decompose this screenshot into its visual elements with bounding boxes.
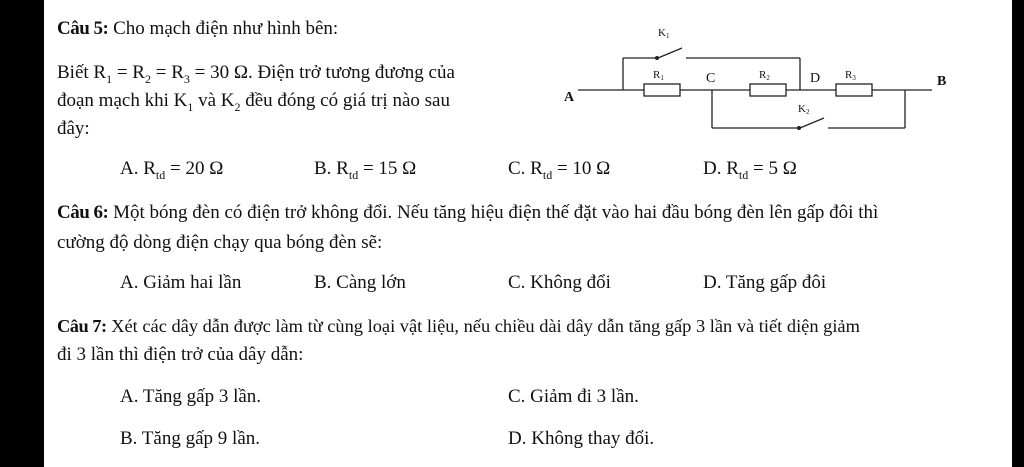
option-sub: td xyxy=(348,167,359,182)
r3-label: R3 xyxy=(845,69,856,82)
q5-line2 xyxy=(57,90,450,118)
q7-label: Câu 7: xyxy=(57,316,107,336)
q5-label: Câu 5: xyxy=(57,18,109,39)
q5-sub: 1 xyxy=(187,99,194,114)
node-c-label: C xyxy=(706,71,716,86)
q6-option-d[interactable]: D. Tăng gấp đôi xyxy=(703,272,827,293)
q5-sub: 2 xyxy=(234,99,241,114)
option-text: C. R xyxy=(508,158,543,179)
q7-option-a[interactable]: A. Tăng gấp 3 lần. xyxy=(120,386,262,407)
q5-line1-text: = R xyxy=(112,62,145,83)
option-sub: td xyxy=(738,167,749,182)
r2-label: R2 xyxy=(759,69,770,82)
r1-label: R1 xyxy=(653,69,664,82)
k1-switch-blade xyxy=(658,48,682,58)
circuit-diagram xyxy=(560,18,960,138)
resistor-r1 xyxy=(644,84,680,96)
q5-line1-text: = 30 Ω. Điện trở tương đương của xyxy=(189,62,455,83)
resistor-r3 xyxy=(836,84,872,96)
q5-sub: 1 xyxy=(106,71,113,86)
k1-label: K1 xyxy=(658,27,670,40)
q5-line2-text: đều đóng có giá trị nào sau xyxy=(240,90,450,111)
option-text: = 5 Ω xyxy=(748,158,797,179)
node-a-label: A xyxy=(564,90,575,105)
k2-switch-blade xyxy=(800,118,824,128)
q5-line2-text: và K xyxy=(193,90,235,111)
q5-option-c[interactable] xyxy=(508,158,610,186)
q6-option-a[interactable]: A. Giảm hai lần xyxy=(120,272,242,293)
q5-title: Cho mạch điện như hình bên: xyxy=(108,18,339,39)
q6-option-b[interactable]: B. Càng lớn xyxy=(314,272,406,293)
q5-option-b[interactable] xyxy=(314,158,416,186)
q6-line2: cường độ dòng điện chạy qua bóng đèn sẽ: xyxy=(57,232,383,253)
q7-option-d[interactable]: D. Không thay đổi. xyxy=(508,428,655,449)
q5-line1 xyxy=(57,62,455,90)
q6-line1-text: Một bóng đèn có điện trở không đổi. Nếu tăng hiệu điện thế đặt vào hai đầu bóng đèn lên gấp đôi thì xyxy=(108,202,879,223)
q7-option-c[interactable]: C. Giảm đi 3 lần. xyxy=(508,386,639,407)
q5-sub: 2 xyxy=(144,71,151,86)
option-text: = 15 Ω xyxy=(358,158,417,179)
q7-option-b[interactable]: B. Tăng gấp 9 lần. xyxy=(120,428,261,449)
k2-label: K2 xyxy=(798,103,810,116)
q5-line3: đây: xyxy=(57,118,90,139)
node-d-label: D xyxy=(810,71,821,86)
q5-line1-text: = R xyxy=(150,62,184,83)
q6-option-c[interactable]: C. Không đổi xyxy=(508,272,611,293)
option-text: = 10 Ω xyxy=(552,158,611,179)
q5-sub: 3 xyxy=(183,71,190,86)
q6-label: Câu 6: xyxy=(57,202,109,223)
q5-line2-text: đoạn mạch khi K xyxy=(57,90,188,111)
q5-title-line xyxy=(57,18,338,40)
option-text: = 20 Ω xyxy=(165,158,224,179)
q7-line1 xyxy=(57,315,860,337)
q7-line1-text: Xét các dây dẫn được làm từ cùng loại vật liệu, nếu chiều dài dây dẫn tăng gấp 3 lần và tiết diện giảm xyxy=(106,316,860,336)
k1-contact xyxy=(655,56,659,60)
q5-option-a[interactable] xyxy=(120,158,223,186)
q5-option-d[interactable] xyxy=(703,158,797,186)
option-text: D. R xyxy=(703,158,739,179)
option-sub: td xyxy=(542,167,553,182)
q5-line1-text: Biết R xyxy=(57,62,107,83)
node-b-label: B xyxy=(937,74,947,89)
k2-contact xyxy=(797,126,801,130)
option-text: B. R xyxy=(314,158,349,179)
option-sub: td xyxy=(155,167,166,182)
q6-line1 xyxy=(57,202,878,224)
q7-line2: đi 3 lần thì điện trở của dây dẫn: xyxy=(57,344,304,365)
option-text: A. R xyxy=(120,158,156,179)
resistor-r2 xyxy=(750,84,786,96)
